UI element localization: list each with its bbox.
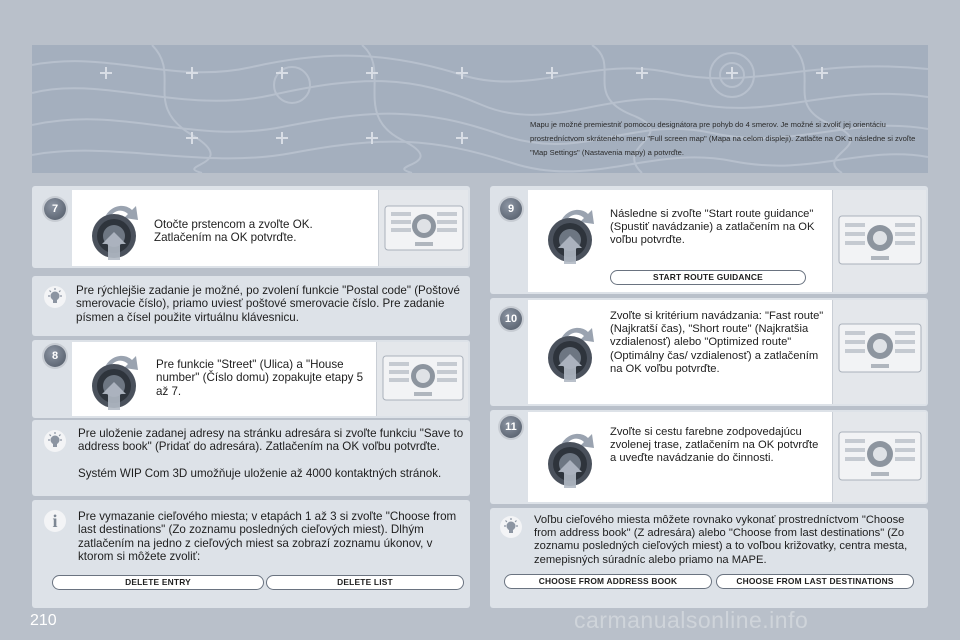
step-8-panel <box>32 340 470 418</box>
tip-address-book-text-2: Systém WIP Com 3D umožňuje uloženie až 4000 kontaktných stránok. <box>78 467 442 480</box>
map-info-text: Mapu je možné premiestniť pomocou designátora pre pohyb do 4 smerov. Je možné si zvoliť jej orientáciu prostredníctvom skráteného menu "Full screen map" (Mapa na celom displeji). Zatlačte na OK a následne si zvoľte "Map Settings" (Nastavenia mapy) a potvrďte. <box>530 120 916 157</box>
info-icon: i <box>44 510 66 532</box>
step-11-text: Zvoľte si cestu farebne zodpovedajúcu zvolenej trase, zatlačením na OK potvrďte a uveďte navádzanie do činnosti. <box>610 426 819 465</box>
step-9-badge: 9 <box>500 198 522 220</box>
rotary-dial-icon <box>538 424 602 490</box>
step-7-badge: 7 <box>44 198 66 220</box>
radio-unit-icon <box>832 412 926 502</box>
step-8-content <box>72 342 376 416</box>
start-route-guidance-button[interactable]: START ROUTE GUIDANCE <box>610 270 806 285</box>
tip-address-book-text-1: Pre uloženie zadanej adresy na stránku adresára si zvoľte funkciu "Save to address book" (Pridať do adresára). Zatlačením na OK voľbu potvrďte. <box>78 427 464 454</box>
info-delete-text: Pre vymazanie cieľového miesta; v etapách 1 až 3 si zvoľte "Choose from last destinations" (Zo zoznamu posledných cieľových miest). Dlhým zatlačením na jedno z cieľových miest sa zobrazí zoznamu úkonov, v ktorom si môžete zvoliť: <box>78 510 457 564</box>
step-10-panel <box>490 298 928 406</box>
radio-unit-icon <box>378 190 468 266</box>
step-7-content <box>72 190 378 266</box>
lightbulb-icon <box>500 516 522 538</box>
choose-from-last-destinations-button[interactable]: CHOOSE FROM LAST DESTINATIONS <box>716 574 914 589</box>
step-8-text: Pre funkcie "Street" (Ulica) a "House number" (Číslo domu) zopakujte etapy 5 až 7. <box>156 358 364 398</box>
tip-destination-text: Voľbu cieľového miesta môžete rovnako vykonať prostredníctvom "Choose from address book" (Z adresára) alebo "Choose from last destinations" (Zo zoznamu posledných cieľových miest) a to voľbou križovatky, centra mesta, zemepisných súradníc alebo priamo na MAPE. <box>534 514 908 566</box>
step-9-content <box>528 190 832 292</box>
step-11-content <box>528 412 832 502</box>
rotary-dial-icon <box>82 196 146 262</box>
tip-destination-panel <box>490 508 928 608</box>
rotary-dial-icon <box>538 200 602 266</box>
step-9-text: Následne si zvoľte "Start route guidance" (Spustiť navádzanie) a zatlačením na OK voľbu potvrďte. <box>610 208 815 247</box>
rotary-dial-icon <box>82 346 146 412</box>
step-7-panel <box>32 186 470 268</box>
lightbulb-icon <box>44 286 66 308</box>
step-8-badge: 8 <box>44 345 66 367</box>
step-10-text: Zvoľte si kritérium navádzania: "Fast route" (Najkratší čas), "Short route" (Najkratšia vzdialenosť) alebo "Optimized route" (Optimálny čas/ vzdialenosť) a zatlačením na OK voľbu potvrďte. <box>610 310 824 375</box>
step-10-badge: 10 <box>500 308 522 330</box>
radio-unit-icon <box>376 342 468 416</box>
delete-list-button[interactable]: DELETE LIST <box>266 575 464 590</box>
page-number: 210 <box>30 612 57 629</box>
watermark: carmanualsonline.info <box>574 607 809 633</box>
step-9-panel <box>490 186 928 294</box>
step-11-badge: 11 <box>500 416 522 438</box>
radio-unit-icon <box>832 300 926 404</box>
radio-unit-icon <box>832 190 926 292</box>
lightbulb-icon <box>44 430 66 452</box>
step-11-panel <box>490 410 928 504</box>
tip-address-book-panel <box>32 420 470 496</box>
tip-postal-text: Pre rýchlejšie zadanie je možné, po zvolení funkcie "Postal code" (Poštové smerovacie číslo), priamo uviesť poštové smerovacie číslo. Pre zadanie písmen a čísel použite virtuálnu klávesnicu. <box>76 284 460 324</box>
choose-from-address-book-button[interactable]: CHOOSE FROM ADDRESS BOOK <box>504 574 712 589</box>
info-delete-panel <box>32 500 470 608</box>
step-7-text: Otočte prstencom a zvoľte OK. Zatlačením na OK potvrďte. <box>154 218 313 245</box>
delete-entry-button[interactable]: DELETE ENTRY <box>52 575 264 590</box>
tip-postal-panel <box>32 276 470 336</box>
step-10-content <box>528 300 832 404</box>
rotary-dial-icon <box>538 318 602 384</box>
